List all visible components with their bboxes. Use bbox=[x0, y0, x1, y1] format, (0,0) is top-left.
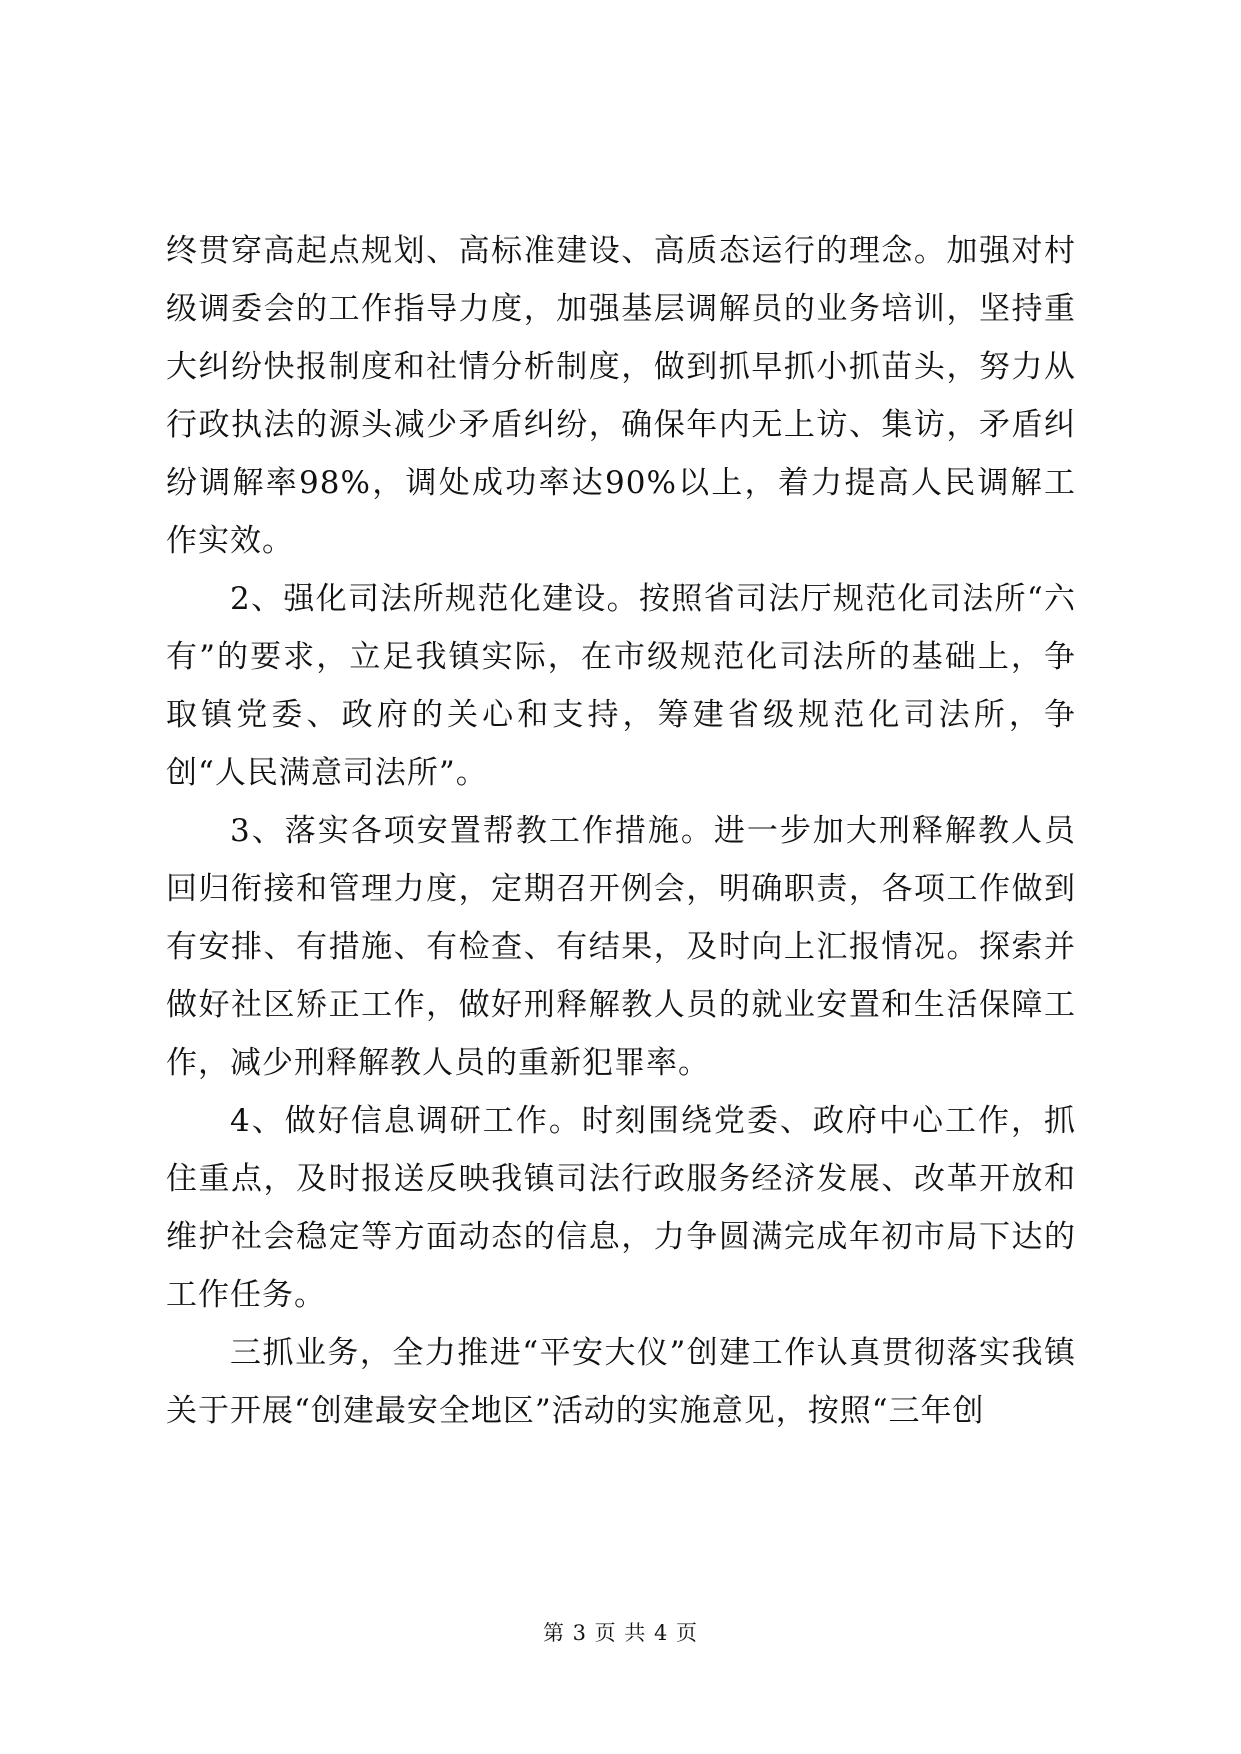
paragraph-judicial-office: 2、强化司法所规范化建设。按照省司法厅规范化司法所“六有”的要求，立足我镇实际，在市级规范化司法所的基础上，争取镇党委、政府的关心和支持，筹建省级规范化司法所，争创“人民满意司法所”。 bbox=[166, 581, 1076, 791]
paragraph-resettlement: 3、落实各项安置帮教工作措施。进一步加大刑释解教人员回归衔接和管理力度，定期召开例会，明确职责，各项工作做到有安排、有措施、有检查、有结果，及时向上汇报情况。探索并做好社区矫正工作，做好刑释解教人员的就业安置和生活保障工作，减少刑释解教人员的重新犯罪率。 bbox=[166, 813, 1076, 1081]
document-body bbox=[166, 222, 1076, 1440]
paragraph-information-research: 4、做好信息调研工作。时刻围绕党委、政府中心工作，抓住重点，及时报送反映我镇司法行政服务经济发展、改革开放和维护社会稳定等方面动态的信息，力争圆满完成年初市局下达的工作任务。 bbox=[166, 1103, 1076, 1313]
paragraph-continuation: 终贯穿高起点规划、高标准建设、高质态运行的理念。加强对村级调委会的工作指导力度，加强基层调解员的业务培训，坚持重大纠纷快报制度和社情分析制度，做到抓早抓小抓苗头，努力从行政执法的源头减少矛盾纠纷，确保年内无上访、集访，矛盾纠纷调解率98%，调处成功率达90%以上，着力提高人民调解工作实效。 bbox=[166, 233, 1076, 559]
paragraph-safety-campaign: 三抓业务，全力推进“平安大仪”创建工作认真贯彻落实我镇关于开展“创建最安全地区”活动的实施意见，按照“三年创 bbox=[166, 1335, 1076, 1429]
page-number-footer: 第 3 页 共 4 页 bbox=[542, 1621, 699, 1645]
